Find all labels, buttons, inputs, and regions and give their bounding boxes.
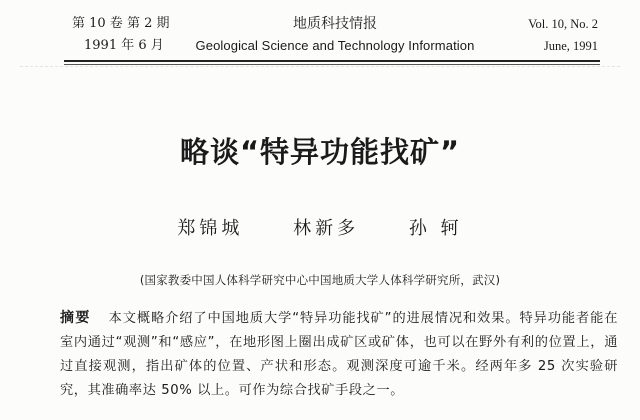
author-1: 郑锦城 [177,218,244,239]
header-row-1 [72,14,598,34]
scan-artifact [20,66,620,77]
date-en: June, 1991 [543,39,598,53]
article-title: 略谈“特异功能找矿” [179,135,461,169]
author-list [0,214,640,240]
header-rule-thin [64,64,600,65]
journal-name-en: Geological Science and Technology Information [195,38,475,53]
header-row-2 [72,36,598,56]
date-cn: 1991 年 6 月 [84,38,164,53]
journal-name-cn: 地质科技情报 [293,16,377,32]
author-3: 孙 轲 [408,218,463,239]
journal-header [72,14,598,58]
header-rule-thick [64,60,600,62]
volume-issue-en: Vol. 10, No. 2 [528,17,598,31]
author-affiliation: (国家教委中国人体科学研究中心中国地质大学人体科学研究所，武汉) [139,273,501,287]
author-2: 林新多 [293,218,360,239]
abstract-text: 本文概略介绍了中国地质大学“特异功能找矿”的进展情况和效果。特异功能者能在室内通过“观测”和“感应”，在地形图上圈出成矿区或矿体，也可以在野外有利的位置上，通过直接观测，指出矿体的位置、产状和形态。观测深度可逾千米。经两年多 25 次实验研究，其准确率达 50% 以上。可作为综合找矿手段之一。 [60,311,618,398]
volume-issue-cn: 第 10 卷 第 2 期 [72,16,170,31]
abstract [60,306,618,403]
abstract-label: 摘要 [60,310,91,326]
